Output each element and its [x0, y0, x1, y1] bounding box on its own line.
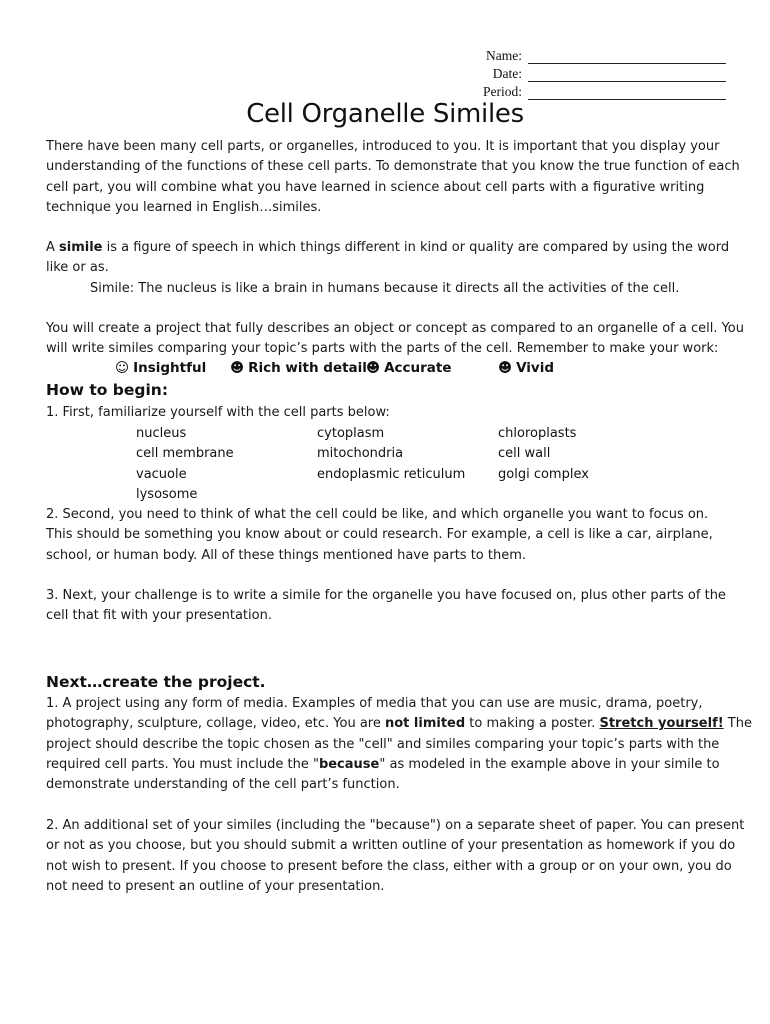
- page-title: Cell Organelle Similes: [246, 99, 524, 129]
- create-project-heading: Next…create the project.: [46, 673, 266, 691]
- step-2-line: 2. Second, you need to think of what the cell could be like, and which organelle you want to focus on.: [46, 507, 709, 522]
- organelle-item: cytoplasm: [317, 426, 385, 441]
- item-1-line: 1. A project using any form of media. Examples of media that you can use are music, drama, poetry,: [46, 696, 703, 711]
- not-limited-emphasis: not limited: [384, 716, 466, 732]
- step-3-line: cell that fit with your presentation.: [46, 608, 272, 624]
- step-1: [46, 403, 736, 423]
- item-2-line: or not as you choose, but you should submit a written outline of your presentation as homework if you do: [46, 838, 736, 854]
- project-intro-paragraph: [46, 319, 744, 360]
- quality-vivid: [498, 360, 554, 376]
- simile-definition: [46, 238, 736, 299]
- work-qualities: [0, 360, 770, 382]
- step-2-line: school, or human body. All of these things mentioned have parts to them.: [46, 547, 527, 563]
- quality-label: Insightful: [133, 360, 207, 376]
- intro-paragraph: [46, 137, 740, 218]
- smiley-icon: ☺: [115, 360, 130, 376]
- date-field-row: [440, 64, 730, 82]
- definition-line: [46, 238, 736, 258]
- name-blank-line: [528, 50, 726, 64]
- period-label: Period:: [483, 84, 522, 99]
- quality-rich-with-detail: [230, 360, 367, 376]
- item-1-text: photography, sculpture, collage, video, etc. You are: [46, 716, 385, 732]
- item-1-text: " as modeled in the example above in your simile to: [379, 756, 720, 772]
- organelle-item: lysosome: [136, 486, 198, 502]
- organelle-item: cell wall: [498, 446, 551, 462]
- organelle-row: [136, 485, 696, 505]
- project-intro-line: will write similes comparing your topic’s parts with the parts of the cell. Remember to make your work:: [46, 341, 719, 357]
- organelle-row: [136, 444, 696, 464]
- because-emphasis: because: [318, 756, 380, 772]
- item-1-text: to making a poster.: [465, 716, 600, 732]
- intro-line: technique you learned in English…similes.: [46, 199, 322, 215]
- item-1-line: demonstrate understanding of the cell part’s function.: [46, 777, 400, 793]
- step-3: [46, 586, 736, 627]
- simile-term: simile: [59, 240, 103, 255]
- date-label: Date:: [492, 66, 522, 81]
- organelle-list: [136, 424, 696, 505]
- definition-text: is a figure of speech in which things different in kind or quality are compared by using the word: [102, 240, 730, 255]
- item-2-line: not wish to present. If you choose to present before the class, either with a group or on your own, you do: [46, 858, 732, 874]
- item-1-text: required cell parts. You must include the ": [46, 756, 319, 772]
- step-2: [46, 505, 736, 566]
- item-1-line: [46, 714, 752, 734]
- organelle-item: [317, 485, 498, 505]
- definition-line-2: like or as.: [46, 260, 109, 276]
- organelle-row: [136, 465, 696, 485]
- item-1-text: The: [723, 716, 752, 732]
- intro-line: understanding of the functions of these cell parts. To demonstrate that you know the true function of each: [46, 159, 740, 175]
- period-blank-line: [528, 86, 726, 100]
- quality-label: Accurate: [384, 360, 452, 376]
- simile-example: Simile: The nucleus is like a brain in humans because it directs all the activities of the cell.: [90, 280, 680, 296]
- step-1-line: 1. First, familiarize yourself with the cell parts below:: [46, 405, 390, 420]
- project-intro-line: You will create a project that fully describes an object or concept as compared to an organelle of a cell. You: [46, 321, 744, 336]
- smiley-icon: ☻: [366, 360, 381, 376]
- organelle-item: cell membrane: [136, 446, 234, 462]
- organelle-item: mitochondria: [317, 446, 404, 462]
- period-field-row: [440, 82, 730, 100]
- step-3-line: 3. Next, your challenge is to write a simile for the organelle you have focused on, plus other parts of the: [46, 588, 726, 603]
- project-item-1: [46, 694, 752, 795]
- project-item-2: [46, 816, 745, 897]
- organelle-item: vacuole: [136, 466, 187, 482]
- item-1-line: project should describe the topic chosen as the "cell" and similes comparing your topic’s parts with the: [46, 736, 720, 752]
- organelle-row: [136, 424, 696, 444]
- organelle-item: nucleus: [136, 426, 187, 441]
- stretch-yourself-emphasis: Stretch yourself!: [599, 716, 724, 732]
- name-field-row: [440, 46, 730, 64]
- name-label: Name:: [486, 48, 522, 63]
- intro-line: There have been many cell parts, or organelles, introduced to you. It is important that you display your: [46, 139, 720, 154]
- quality-accurate: [366, 360, 452, 376]
- smiley-icon: ☻: [498, 360, 513, 376]
- item-2-line: not need to present an outline of your presentation.: [46, 878, 385, 894]
- organelle-item: chloroplasts: [498, 426, 577, 441]
- quality-label: Rich with detail: [248, 360, 367, 376]
- intro-line: cell part, you will combine what you have learned in science about cell parts with a figurative writing: [46, 179, 705, 195]
- student-info-fields: [440, 46, 730, 100]
- date-blank-line: [528, 68, 726, 82]
- item-1-line: [46, 755, 736, 775]
- organelle-item: endoplasmic reticulum: [317, 466, 466, 482]
- quality-label: Vivid: [516, 360, 555, 376]
- definition-prefix: A: [46, 240, 60, 255]
- how-to-begin-heading: How to begin:: [46, 381, 169, 399]
- smiley-icon: ☻: [230, 360, 245, 376]
- item-2-line: 2. An additional set of your similes (including the "because") on a separate sheet of paper. You can present: [46, 818, 745, 833]
- organelle-item: golgi complex: [498, 466, 589, 482]
- quality-insightful: [115, 360, 206, 376]
- organelle-item: [498, 485, 679, 505]
- step-2-line: This should be something you know about or could research. For example, a cell is like a car, airplane,: [46, 527, 713, 543]
